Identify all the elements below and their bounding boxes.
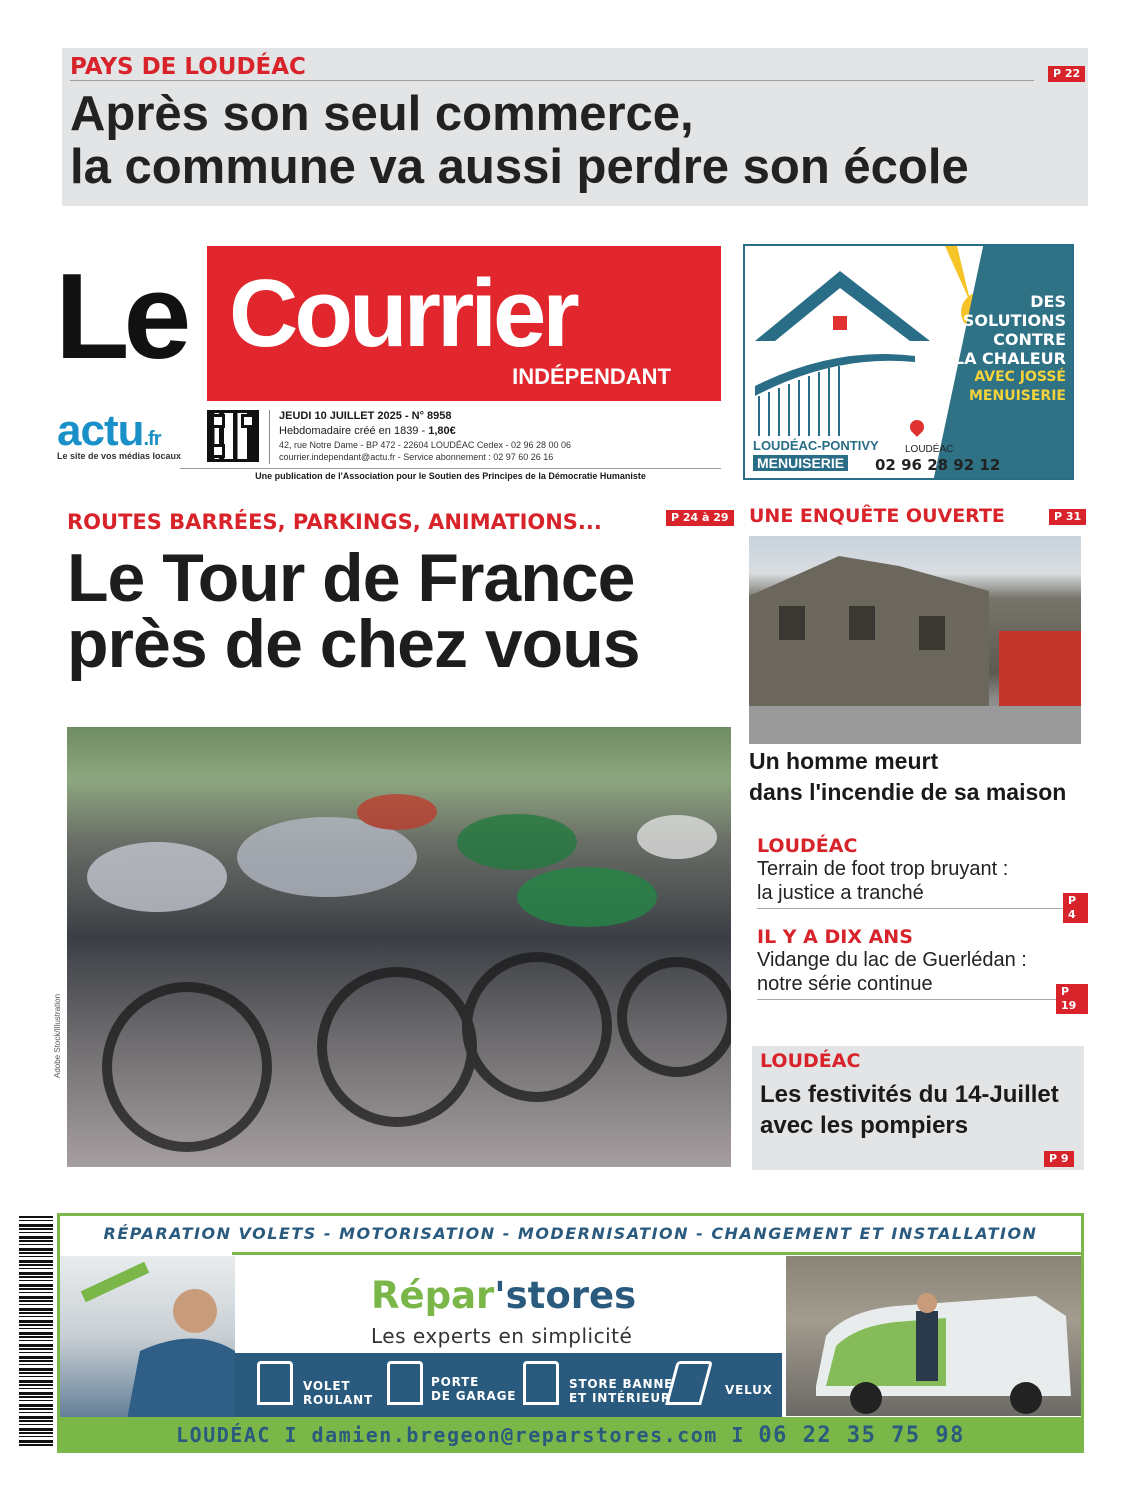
top-headline-line-2: la commune va aussi perdre son école	[70, 140, 969, 194]
ad-tagline-line: MENUISERIE	[969, 388, 1066, 404]
reparstores-logo	[371, 1274, 636, 1317]
roller-shutter-icon	[257, 1361, 293, 1405]
top-headline	[70, 88, 969, 194]
burnt-house-illustration	[749, 536, 1081, 744]
page-badge: P 19	[1056, 984, 1088, 1014]
main-kicker: ROUTES BARRÉES, PARKINGS, ANIMATIONS...	[67, 510, 602, 534]
main-headline[interactable]	[67, 540, 640, 682]
ad-tagline-line: CONTRE	[993, 330, 1066, 349]
awning-icon	[523, 1361, 559, 1405]
ad-tagline-line: AVEC JOSSÉ	[974, 369, 1066, 385]
actu-fr: .fr	[143, 428, 161, 450]
divider	[232, 1252, 1084, 1255]
service-label-line: DE GARAGE	[431, 1389, 517, 1403]
burnt-house-photo[interactable]	[749, 536, 1081, 744]
top-banner[interactable]	[62, 48, 1088, 206]
van-illustration	[786, 1256, 1084, 1416]
fete-line: Les festivités du 14-Juillet	[760, 1081, 1059, 1108]
garage-door-icon	[387, 1361, 423, 1405]
address-line: 42, rue Notre Dame - BP 472 - 22604 LOUDÉAC Cedex - 02 96 28 00 06	[279, 440, 571, 450]
enquete-headline-line-2: dans l'incendie de sa maison	[749, 779, 1067, 805]
velux-window-icon	[665, 1361, 713, 1405]
main-headline-line-2: près de chez vous	[67, 606, 640, 682]
page-badge: P 24 à 29	[666, 510, 734, 526]
service-label-line: ROULANT	[303, 1393, 373, 1407]
ad-contact-text: LOUDÉAC I damien.bregeon@reparstores.com I	[176, 1423, 759, 1447]
side-item-line: notre série continue	[757, 973, 933, 995]
price: 1,80€	[428, 425, 456, 437]
services-band	[235, 1353, 782, 1420]
ad-contact-band	[60, 1417, 1081, 1453]
side-item-foot[interactable]	[757, 835, 1088, 921]
fete-box[interactable]	[752, 1046, 1084, 1170]
ad-services-line: RÉPARATION VOLETS - MOTORISATION - MODERNISATION - CHANGEMENT ET INSTALLATION	[103, 1224, 1038, 1243]
service-label	[569, 1377, 673, 1405]
photo-credit: Adobe Stock/Illustration	[53, 993, 62, 1078]
enquete-headline[interactable]	[749, 746, 1066, 808]
side-item-line: Vidange du lac de Guerlédan :	[757, 949, 1027, 971]
side-item-kicker: LOUDÉAC	[757, 835, 858, 857]
van-photo	[786, 1256, 1084, 1416]
service-label-line: VOLET	[303, 1379, 351, 1393]
cyclists-illustration	[67, 727, 731, 1167]
logo-le: Le	[55, 248, 186, 384]
fete-kicker: LOUDÉAC	[760, 1050, 861, 1072]
top-rule	[70, 80, 1034, 81]
barcode	[19, 1216, 53, 1448]
service-label-line: ET INTÉRIEUR	[569, 1391, 671, 1405]
issue-date: JEUDI 10 JUILLET 2025 - N° 8958	[279, 410, 452, 422]
side-item-kicker: IL Y A DIX ANS	[757, 926, 913, 948]
ad-city: LOUDÉAC-PONTIVY	[753, 438, 879, 453]
ad-tagline-line: LA CHALEUR	[953, 349, 1066, 368]
actu-tagline: Le site de vos médias locaux	[57, 451, 182, 461]
page-badge: P 22	[1048, 66, 1085, 82]
side-item-guerledan[interactable]	[757, 926, 1088, 1012]
logo-part: Répar	[371, 1274, 495, 1317]
fete-line: avec les pompiers	[760, 1112, 969, 1139]
main-headline-line-1: Le Tour de France	[67, 540, 635, 616]
page-badge: P 4	[1063, 893, 1088, 923]
ad-contact[interactable]	[60, 1423, 1081, 1448]
logo-independant: INDÉPENDANT	[512, 364, 671, 389]
ad-phone: 06 22 35 75 98	[758, 1423, 965, 1448]
service-label	[725, 1383, 773, 1397]
ad-slogan: Les experts en simplicité	[371, 1324, 633, 1348]
service-label-line: VELUX	[725, 1383, 773, 1397]
cyclists-photo[interactable]	[67, 727, 731, 1167]
mail-line: courrier.independant@actu.fr - Service abonnement : 02 97 60 26 16	[279, 452, 554, 462]
reparstores-ad[interactable]	[57, 1213, 1084, 1453]
enquete-kicker: UNE ENQUÊTE OUVERTE	[749, 505, 1005, 527]
hebdo-text: Hebdomadaire créé en 1839 -	[279, 425, 429, 437]
divider	[180, 468, 721, 469]
publication-line: Une publication de l'Association pour le Soutien des Principes de la Démocratie Humaniste	[255, 471, 646, 481]
service-label	[303, 1379, 373, 1407]
side-item-line: Terrain de foot trop bruyant :	[757, 858, 1009, 880]
qr-code-icon[interactable]	[207, 410, 259, 462]
menuiserie-ad[interactable]	[743, 244, 1074, 480]
service-label	[431, 1375, 516, 1403]
logo-courrier-box	[207, 246, 721, 401]
ad-tagline	[954, 292, 1066, 406]
side-item-line: la justice a tranché	[757, 882, 924, 904]
ad-company-name: MENUISERIE	[753, 455, 848, 471]
service-label-line: PORTE	[431, 1375, 480, 1389]
logo-courrier: Courrier	[229, 260, 576, 367]
top-kicker: PAYS DE LOUDÉAC	[70, 54, 306, 80]
logo-part: 'stores	[494, 1274, 637, 1317]
ad-phone[interactable]: 02 96 28 92 12	[875, 456, 1001, 474]
page-badge: P 9	[1044, 1151, 1074, 1167]
service-label-line: STORE BANNE	[569, 1377, 674, 1391]
enquete-headline-line-1: Un homme meurt	[749, 748, 939, 774]
actu-text: actu	[57, 406, 144, 455]
top-headline-line-1: Après son seul commerce,	[70, 87, 694, 141]
actu-logo[interactable]	[57, 406, 160, 456]
ad-location: LOUDÉAC	[905, 444, 954, 455]
divider	[269, 410, 270, 464]
page-badge: P 31	[1049, 509, 1086, 525]
ad-tagline-line: SOLUTIONS	[962, 311, 1066, 330]
divider	[757, 999, 1088, 1000]
divider	[757, 908, 1088, 909]
ad-tagline-line: DES	[1030, 292, 1066, 311]
hebdo-line	[279, 425, 456, 437]
fete-headline	[760, 1079, 1059, 1141]
